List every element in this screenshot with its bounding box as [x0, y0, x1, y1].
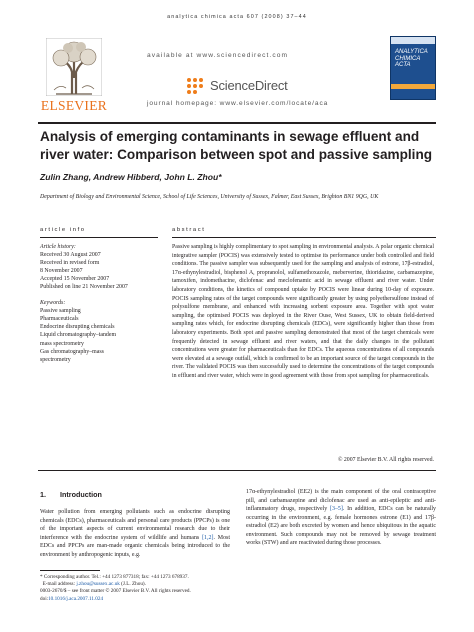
- elsevier-tree-icon: [46, 38, 102, 96]
- article-info-rule: [40, 237, 158, 238]
- abstract-heading: abstract: [172, 227, 206, 233]
- keyword-item: Endocrine disrupting chemicals: [40, 324, 115, 331]
- intro-right-text-continued: . In addition, EDCs can be naturally occurring in the environment, e.g. female hormones estrone (E1) and 17β-estradiol (E2) are both excreted by women and hence ubiquitous in the aquatic environment. Such compounds may not be removed by sewage treatment works (STW) and are reactivated during those processes.: [246, 506, 436, 546]
- journal-header: [38, 34, 436, 120]
- history-item: Received in revised form: [40, 260, 100, 267]
- cover-strip: [391, 37, 436, 44]
- keyword-item: Liquid chromatography–tandem: [40, 332, 117, 339]
- keywords-label: Keywords:: [40, 300, 66, 307]
- abstract-text: Passive sampling is highly complimentary to spot sampling in environmental analysis. A polar organic chemical integrative sampler (POCIS) was extensively tested to optimise its performance under both controlled and field conditions. The passive sampler was subsequently used for the sampling and analysis of estrone, 17β-estradiol, 17α-ethynylestradiol, bisphenol A, propranolol, sulfamethoxazole, meberverine, thioridazine, carbamazepine, tamoxifen, indomethacine, diclofenac and meclofenamic acid in sewage effluent and river water. Under laboratory conditions, the kinetics of compound uptake by POCIS were linear during 10-day of exposure. POCIS sampling rates of the target compounds were significantly greater by using polyethersulfone instead of polysulfone membrane, and enhanced with increasing sorbent exposure area. Together with spot water sampling, the optimised POCIS was deployed in the River Ouse, West Sussex, UK to obtain field-derived sampling rates which, for endocrine disrupting chemicals (EDCs), were significantly higher than those from laboratory experiments. Both spot and passive sampling demonstrated that most of the target chemicals were frequently detected in sewage effluent and river waters, and that the daily changes in the pollutant concentrations were greater for pharmaceuticals than for EDCs. The aqueous concentrations of all compounds were elevated at a sewage outfall, which is confirmed to be an important source of the target compounds in the river. The validated POCIS was then successfully used to determine the concentrations of the target compounds in effluent and river water, which were in good agreement with those from spot sampling for pharmaceuticals.: [172, 244, 435, 379]
- intro-right-text: 17α-ethynylestradiol (EE2) is the main component of the oral contraceptive pill, and carbamazepine and diclofenac are used as anti-epileptic and anti-inflammatory drugs, respectively: [246, 489, 436, 512]
- abstract-bottom-rule: [38, 470, 436, 471]
- doi-link[interactable]: 10.1016/j.aca.2007.11.024: [48, 595, 104, 602]
- cover-title: ANALYTICA CHIMICA ACTA: [395, 49, 428, 68]
- article-authors: Zulin Zhang, Andrew Hibberd, John L. Zhou*: [40, 172, 222, 182]
- keyword-item: Gas chromatography–mass: [40, 348, 104, 355]
- corresponding-author-note: * Corresponding author. Tel.: +44 1273 877318; fax: +44 1273 678937.: [40, 574, 189, 580]
- citation-link[interactable]: [3–5]: [330, 506, 343, 512]
- keyword-item: Passive sampling: [40, 308, 81, 315]
- doi-line: [40, 596, 260, 603]
- section-heading-introduction: [40, 490, 102, 499]
- footnote-rule: [40, 570, 100, 571]
- header-rule: [38, 122, 436, 124]
- section-title: Introduction: [60, 490, 102, 499]
- journal-reference: analytica chimica acta 607 (2008) 37–44: [167, 14, 307, 20]
- article-info-panel: [40, 243, 158, 364]
- keyword-item: spectrometry: [40, 356, 71, 363]
- email-suffix: (J.L. Zhou).: [119, 581, 146, 588]
- history-item: Published on line 21 November 2007: [40, 284, 128, 291]
- history-label: Article history:: [40, 244, 76, 250]
- journal-homepage[interactable]: journal homepage: www.elsevier.com/locate/aca: [147, 100, 329, 107]
- sciencedirect-logo[interactable]: [186, 76, 316, 96]
- elsevier-wordmark: ELSEVIER: [40, 98, 108, 113]
- article-info-heading: article info: [40, 227, 86, 233]
- email-label: E-mail address:: [42, 581, 77, 588]
- doi-label: doi:: [40, 595, 49, 602]
- keyword-item: mass spectrometry: [40, 340, 85, 347]
- intro-paragraph-left: [40, 508, 230, 559]
- keyword-item: Pharmaceuticals: [40, 316, 79, 323]
- history-item: 8 November 2007: [40, 268, 83, 275]
- issn-line: 0003-2670/$ – see front matter © 2007 Elsevier B.V. All rights reserved.: [40, 588, 191, 595]
- intro-paragraph-right: [246, 488, 436, 548]
- intro-left-text-continued: . Most EDCs and PPCPs are man-made organic chemicals being introduced to the environment by anthropogenic inputs, e.g.: [40, 534, 231, 558]
- sciencedirect-dots-icon: [186, 77, 208, 95]
- abstract-rule: [172, 237, 436, 238]
- article-title: Analysis of emerging contaminants in sewage effluent and river water: Comparison between spot and passive sampling: [40, 129, 433, 162]
- abstract-copyright: © 2007 Elsevier B.V. All rights reserved.: [337, 457, 434, 463]
- citation-link[interactable]: [1,2]: [202, 534, 214, 541]
- sciencedirect-wordmark: ScienceDirect: [210, 78, 288, 93]
- section-number: 1.: [40, 490, 46, 499]
- cover-band: [391, 84, 436, 89]
- availability-line[interactable]: available at www.sciencedirect.com: [147, 52, 289, 59]
- author-affiliation: Department of Biology and Environmental Science, School of Life Sciences, University of Sussex, Falmer, East Sussex, Brighton BN1 9QG, UK: [40, 194, 379, 200]
- elsevier-logo[interactable]: [38, 34, 110, 114]
- history-item: Received 30 August 2007: [40, 252, 101, 259]
- history-item: Accepted 15 November 2007: [40, 276, 110, 283]
- email-link[interactable]: j.zhou@sussex.ac.uk: [76, 581, 120, 588]
- footnotes: [40, 574, 260, 603]
- intro-left-text: Water pollution from emerging pollutants such as endocrine disrupting chemicals (EDCs), pharmaceuticals and personal care products (PPCPs) is one of the important aspects of current environmental research due to their interference with the endocrine system of wildlife and humans: [40, 509, 230, 541]
- journal-cover-thumbnail: [390, 36, 436, 100]
